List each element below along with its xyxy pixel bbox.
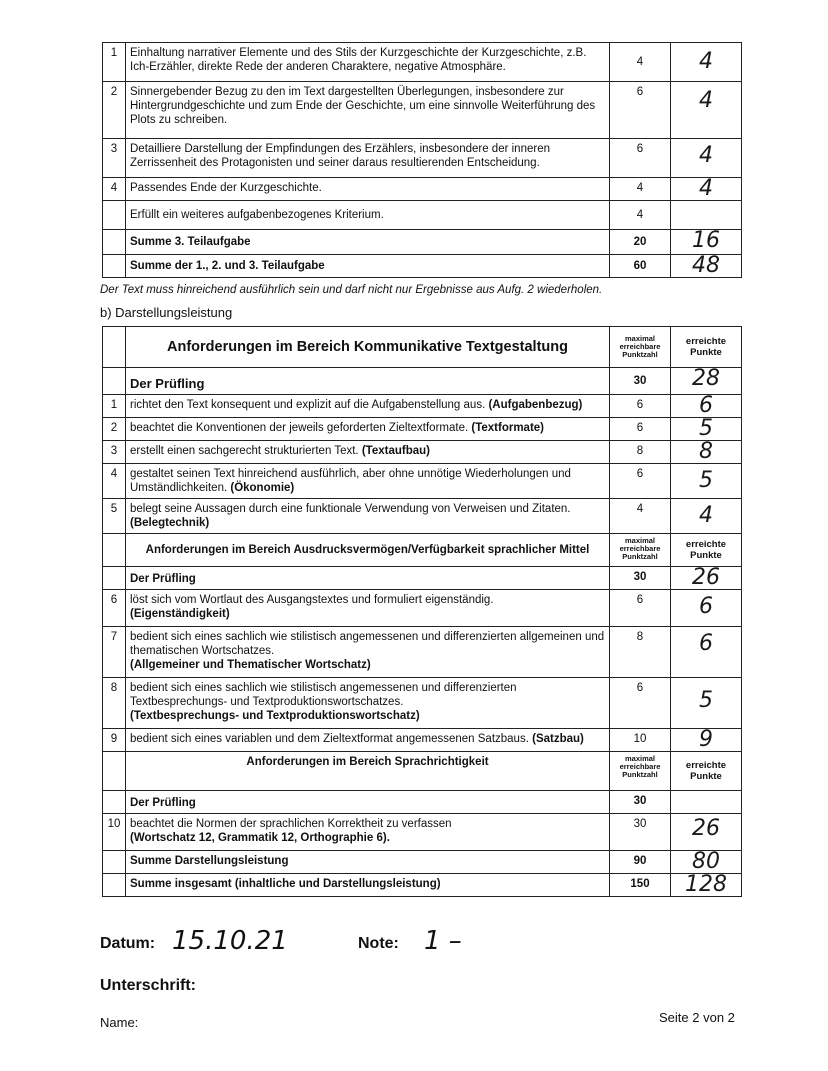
table-row bbox=[103, 255, 742, 278]
handwritten-score: 5 bbox=[699, 688, 713, 713]
pruefling-row bbox=[103, 567, 742, 590]
section-max: 30 bbox=[610, 567, 671, 590]
handwritten-score: 80 bbox=[692, 849, 720, 874]
row-number bbox=[103, 201, 126, 230]
criterion-text: Passendes Ende der Kurzgeschichte. bbox=[126, 178, 610, 201]
sum-row bbox=[103, 851, 742, 874]
name-label: Name: bbox=[100, 1015, 139, 1030]
table-row bbox=[103, 139, 742, 178]
date-value: 15.10.21 bbox=[172, 926, 288, 956]
section-title-expression: Anforderungen im Bereich Ausdrucksvermögen/Verfügbarkeit sprachlicher Mittel bbox=[126, 534, 610, 567]
handwritten-score: 8 bbox=[699, 439, 713, 464]
table-row bbox=[103, 178, 742, 201]
max-points: 6 bbox=[610, 139, 671, 178]
achieved-points bbox=[671, 43, 742, 82]
section-title-communicative: Anforderungen im Bereich Kommunikative Textgestaltung bbox=[126, 327, 610, 368]
achieved-points bbox=[671, 178, 742, 201]
criterion-text: bedient sich eines sachlich wie stilistisch angemessenen und differenzierten Textbesprechungs- und Textproduktionswortschatzes. (Textbesprechungs- und Textproduktionswortschatz) bbox=[126, 678, 610, 729]
handwritten-score: 6 bbox=[699, 594, 713, 619]
handwritten-score: 4 bbox=[699, 88, 713, 113]
handwritten-score: 4 bbox=[699, 176, 713, 201]
criterion-text: beachtet die Konventionen der jeweils geforderten Zieltextformate. (Textformate) bbox=[126, 418, 610, 441]
handwritten-score: 5 bbox=[699, 416, 713, 441]
handwritten-score: 26 bbox=[692, 816, 720, 841]
section-header-row bbox=[103, 752, 742, 791]
table-row: 6 löst sich vom Wortlaut des Ausgangstextes und formuliert eigenständig. (Eigenständigkeit) 6 6 bbox=[103, 590, 742, 627]
sum-parts-123-max: 60 bbox=[610, 255, 671, 278]
grade-label: Note: bbox=[358, 935, 399, 952]
sum-presentation-label: Summe Darstellungsleistung bbox=[126, 851, 610, 874]
handwritten-score: 6 bbox=[699, 393, 713, 418]
handwritten-score: 6 bbox=[699, 631, 713, 656]
max-points: 4 bbox=[610, 178, 671, 201]
column-header-achieved: erreichte Punkte bbox=[671, 327, 742, 368]
table-row: 4 gestaltet seinen Text hinreichend ausführlich, aber ohne unnötige Wiederholungen und Umständlichkeiten. (Ökonomie) 6 5 bbox=[103, 464, 742, 499]
handwritten-score: 4 bbox=[699, 503, 713, 528]
achieved-points bbox=[671, 139, 742, 178]
pruefling-label: Der Prüfling bbox=[126, 368, 610, 395]
achieved-points bbox=[671, 82, 742, 139]
max-points: 4 bbox=[610, 43, 671, 82]
table-row bbox=[103, 43, 742, 82]
handwritten-score: 16 bbox=[692, 228, 720, 253]
max-points: 6 bbox=[610, 82, 671, 139]
max-points: 4 bbox=[610, 201, 671, 230]
table-row: 1 richtet den Text konsequent und explizit auf die Aufgabenstellung aus. (Aufgabenbezug) 6 6 bbox=[103, 395, 742, 418]
section-header-row bbox=[103, 534, 742, 567]
criterion-text: richtet den Text konsequent und explizit auf die Aufgabenstellung aus. (Aufgabenbezug) bbox=[126, 395, 610, 418]
sum-total-max: 150 bbox=[610, 874, 671, 897]
page-number: Seite 2 von 2 bbox=[659, 1010, 735, 1025]
requirement-note: Der Text muss hinreichend ausführlich sein und darf nicht nur Ergebnisse aus Aufg. 2 wiederholen. bbox=[100, 284, 603, 296]
sum-row bbox=[103, 874, 742, 897]
date-label: Datum: bbox=[100, 935, 156, 952]
pruefling-label: Der Prüfling bbox=[126, 791, 610, 814]
row-number: 4 bbox=[103, 178, 126, 201]
column-header-achieved: erreichte Punkte bbox=[671, 534, 742, 567]
achieved-points bbox=[671, 230, 742, 255]
table-row: 10 beachtet die Normen der sprachlichen Korrektheit zu verfassen (Wortschatz 12, Grammatik 12, Orthographie 6). 30 26 bbox=[103, 814, 742, 851]
table-row: 3 erstellt einen sachgerecht strukturierten Text. (Textaufbau) 8 8 bbox=[103, 441, 742, 464]
table-row: 2 beachtet die Konventionen der jeweils geforderten Zieltextformate. (Textformate) 6 5 bbox=[103, 418, 742, 441]
section-max: 30 bbox=[610, 368, 671, 395]
criterion-text: bedient sich eines variablen und dem Zieltextformat angemessenen Satzbaus. (Satzbau) bbox=[126, 729, 610, 752]
handwritten-score: 4 bbox=[699, 143, 713, 168]
pruefling-label: Der Prüfling bbox=[126, 567, 610, 590]
table-row: 7 bedient sich eines sachlich wie stilistisch angemessenen und differenzierten allgemeinen und thematischen Wortschatzes. (Allgemeiner und Thematischer Wortschatz) 8 6 bbox=[103, 627, 742, 678]
handwritten-score: 48 bbox=[692, 253, 720, 278]
criterion-text: bedient sich eines sachlich wie stilistisch angemessenen und differenzierten allgemeinen und thematischen Wortschatzes. (Allgemeiner und Thematischer Wortschatz) bbox=[126, 627, 610, 678]
section-max: 30 bbox=[610, 791, 671, 814]
handwritten-score: 28 bbox=[692, 366, 720, 391]
achieved-points bbox=[671, 255, 742, 278]
column-header-max: maximal erreichbare Punktzahl bbox=[610, 327, 671, 368]
criterion-text: gestaltet seinen Text hinreichend ausführlich, aber ohne unnötige Wiederholungen und Umständlichkeiten. (Ökonomie) bbox=[126, 464, 610, 499]
table-row bbox=[103, 201, 742, 230]
table-row bbox=[103, 230, 742, 255]
handwritten-score: 5 bbox=[699, 468, 713, 493]
handwritten-score: 26 bbox=[692, 565, 720, 590]
section-heading: b) Darstellungsleistung bbox=[100, 305, 233, 320]
achieved-points bbox=[671, 368, 742, 395]
handwritten-score: 128 bbox=[685, 872, 727, 897]
table-row: 5 belegt seine Aussagen durch eine funktionale Verwendung von Verweisen und Zitaten. (Belegtechnik) 4 4 bbox=[103, 499, 742, 534]
handwritten-score: 9 bbox=[699, 727, 713, 752]
table-row: 9 bedient sich eines variablen und dem Zieltextformat angemessenen Satzbaus. (Satzbau) 10 9 bbox=[103, 729, 742, 752]
table-row: 8 bedient sich eines sachlich wie stilistisch angemessenen und differenzierten Textbesprechungs- und Textproduktionswortschatzes. (Textbesprechungs- und Textproduktionswortschatz) 6 5 bbox=[103, 678, 742, 729]
row-number: 1 bbox=[103, 43, 126, 82]
row-number: 3 bbox=[103, 139, 126, 178]
grade-value: 1 – bbox=[424, 926, 462, 956]
criterion-text: Sinnergebender Bezug zu den im Text dargestellten Überlegungen, insbesondere zur Hintergrundgeschichte und zum Ende der Geschichte, um eine sinnvolle Weiterführung des Plots zu schreiben. bbox=[126, 82, 610, 139]
pruefling-row bbox=[103, 791, 742, 814]
criterion-text: Erfüllt ein weiteres aufgabenbezogenes Kriterium. bbox=[126, 201, 610, 230]
achieved-points bbox=[671, 201, 742, 230]
criterion-text: löst sich vom Wortlaut des Ausgangstextes und formuliert eigenständig. (Eigenständigkeit) bbox=[126, 590, 610, 627]
section-title-correctness: Anforderungen im Bereich Sprachrichtigkeit bbox=[126, 752, 610, 791]
presentation-table bbox=[102, 326, 742, 897]
handwritten-score: 4 bbox=[699, 49, 713, 74]
criterion-text: belegt seine Aussagen durch eine funktionale Verwendung von Verweisen und Zitaten. (Belegtechnik) bbox=[126, 499, 610, 534]
criterion-text: Detailliere Darstellung der Empfindungen des Erzählers, insbesondere der inneren Zerrissenheit des Protagonisten und seiner daraus resultierenden Entscheidung. bbox=[126, 139, 610, 178]
column-header-max: maximal erreichbare Punktzahl bbox=[610, 752, 671, 791]
pruefling-row bbox=[103, 368, 742, 395]
signature-label: Unterschrift: bbox=[100, 977, 197, 994]
column-header-max: maximal erreichbare Punktzahl bbox=[610, 534, 671, 567]
section-header-row bbox=[103, 327, 742, 368]
row-number: 2 bbox=[103, 82, 126, 139]
criteria-table-part3 bbox=[102, 42, 742, 278]
sum-parts-123-label: Summe der 1., 2. und 3. Teilaufgabe bbox=[126, 255, 610, 278]
table-row bbox=[103, 82, 742, 139]
column-header-achieved: erreichte Punkte bbox=[671, 752, 742, 791]
sum-part3-label: Summe 3. Teilaufgabe bbox=[126, 230, 610, 255]
sum-part3-max: 20 bbox=[610, 230, 671, 255]
sum-presentation-max: 90 bbox=[610, 851, 671, 874]
sum-total-label: Summe insgesamt (inhaltliche und Darstellungsleistung) bbox=[126, 874, 610, 897]
criterion-text: Einhaltung narrativer Elemente und des Stils der Kurzgeschichte der Kurzgeschichte, z.B. Ich-Erzähler, direkte Rede der anderen Charaktere, negative Atmosphäre. bbox=[126, 43, 610, 82]
criterion-text: beachtet die Normen der sprachlichen Korrektheit zu verfassen (Wortschatz 12, Grammatik 12, Orthographie 6). bbox=[126, 814, 610, 851]
criterion-text: erstellt einen sachgerecht strukturierten Text. (Textaufbau) bbox=[126, 441, 610, 464]
